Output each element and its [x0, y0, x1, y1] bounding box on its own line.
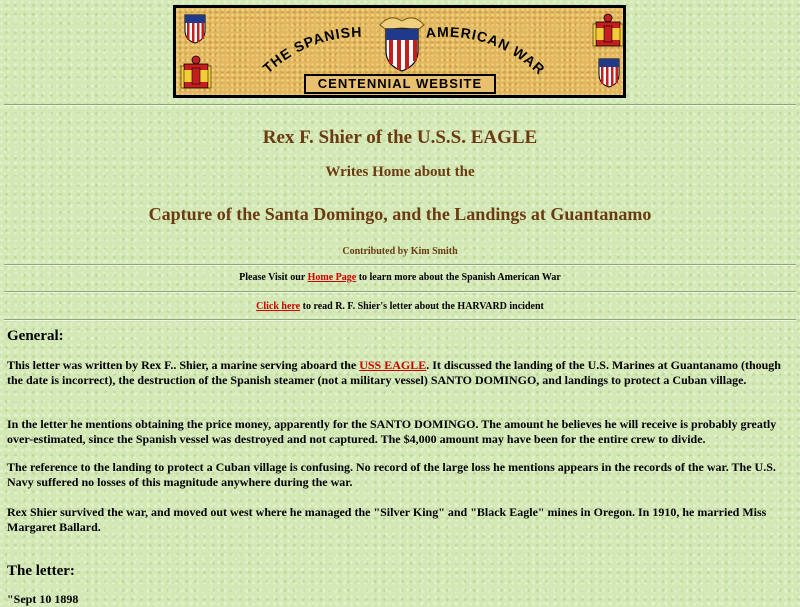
svg-text:AMERICAN WAR: [425, 24, 549, 78]
home-page-notice: [0, 272, 800, 283]
harvard-letter-notice: [0, 301, 800, 312]
divider: [4, 264, 796, 266]
divider: [4, 104, 796, 106]
svg-text:THE SPANISH: [260, 24, 363, 76]
contributor-credit: Contributed by Kim Smith: [342, 246, 458, 257]
home-page-link[interactable]: Home Page: [307, 272, 357, 283]
page-headline: Capture of the Santa Domingo, and the Landings at Guantanamo: [148, 204, 652, 224]
general-paragraph-3: The reference to the landing to protect a Cuban village is confusing. No record of the large loss he mentions appears in the records of the war. The U.S. Navy suffered no losses of this magnitude anywhere during the war.: [7, 460, 776, 489]
divider: [4, 291, 796, 293]
p1-prefix: This letter was written by Rex F.. Shier, a marine serving aboard the: [7, 358, 360, 372]
general-heading: General:: [7, 328, 64, 344]
page-subtitle: Writes Home about the: [325, 164, 475, 180]
banner-centennial-label: CENTENNIAL WEBSITE: [304, 74, 496, 94]
banner-arc-left: THE SPANISH: [259, 23, 363, 77]
p1-suffix: . It discussed the landing of the U.S. Marines at Guantanamo (though the date is incorrect), the destruction of the Spanish steamer (not a military vessel) SANTO DOMINGO, and landings to protect a Cuban village.: [7, 358, 781, 387]
home-notice-suffix: to learn more about the Spanish American War: [356, 272, 561, 283]
harvard-notice-suffix: to read R. F. Shier's letter about the HARVARD incident: [300, 301, 544, 312]
banner-arc-right: AMERICAN WAR: [424, 23, 549, 78]
general-paragraph-4: Rex Shier survived the war, and moved out west where he managed the "Silver King" and "Black Eagle" mines in Oregon. In 1910, he married Miss Margaret Ballard.: [7, 505, 767, 534]
harvard-letter-link[interactable]: Click here: [256, 301, 301, 312]
uss-eagle-link[interactable]: USS EAGLE: [359, 358, 427, 372]
general-paragraph-1: [7, 358, 793, 388]
home-notice-prefix: Please Visit our: [239, 272, 308, 283]
letter-heading: The letter:: [7, 563, 75, 579]
divider: [4, 319, 796, 321]
site-banner[interactable]: [173, 5, 626, 98]
letter-first-line: "Sept 10 1898: [7, 592, 79, 606]
page-title: Rex F. Shier of the U.S.S. EAGLE: [262, 127, 538, 148]
general-paragraph-2: In the letter he mentions obtaining the price money, apparently for the SANTO DOMINGO. The amount he believes he will receive is probably greatly over-estimated, since the Spanish vessel was destroyed and not captured. The $4,000 amount may have been for the entire crew to divide.: [7, 417, 777, 446]
